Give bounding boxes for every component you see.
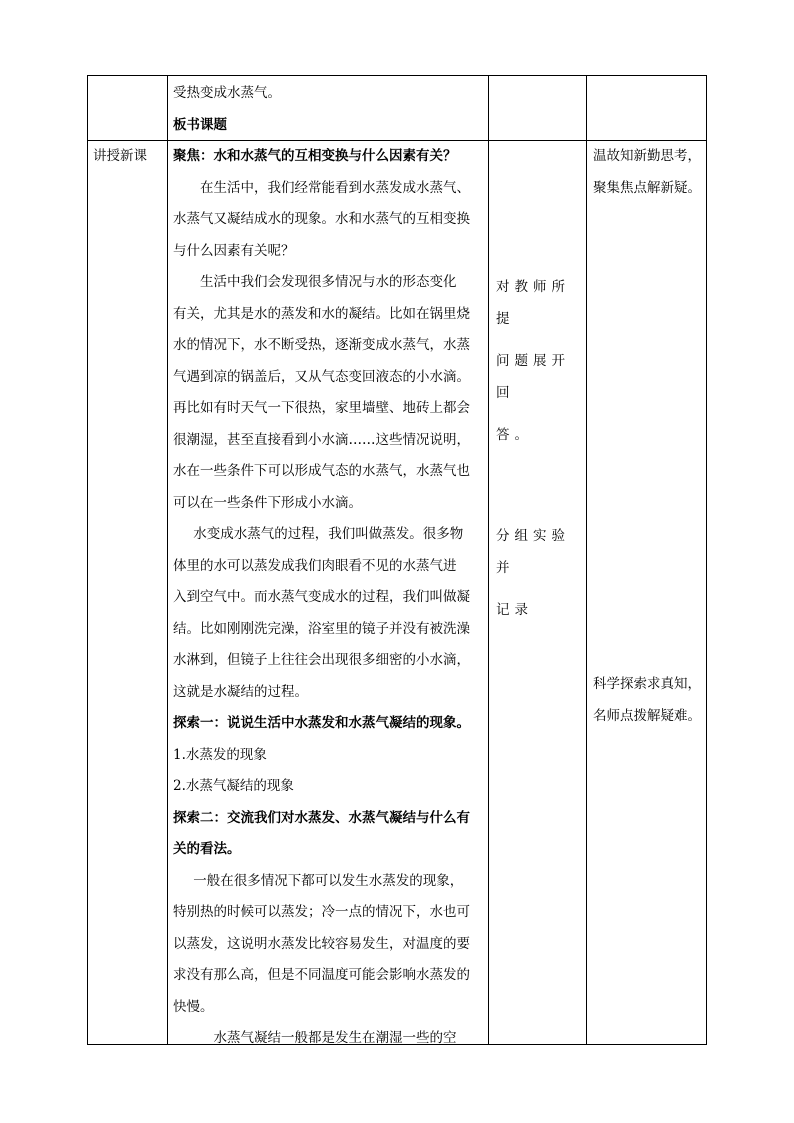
column-divider-3 xyxy=(586,75,587,1045)
table-border-right xyxy=(706,75,707,1045)
intent-line: 聚集焦点解新疑。 xyxy=(593,179,701,196)
intent-line: 科学探索求真知， xyxy=(593,676,701,692)
explore-one-heading: 探索一：说说生活中水蒸发和水蒸气凝结的现象。 xyxy=(173,715,470,731)
para-line: 水在一些条件下可以形成气态的水蒸气，水蒸气也 xyxy=(173,463,470,479)
column-divider-1 xyxy=(167,75,168,1045)
focus-heading: 聚焦：水和水蒸气的互相变换与什么因素有关？ xyxy=(173,148,457,164)
para-line: 气遇到凉的锅盖后，又从气态变回液态的小水滴。 xyxy=(173,368,470,385)
para-line: 以蒸发，这说明水蒸发比较容易发生，对温度的要 xyxy=(173,935,470,952)
lesson-table xyxy=(87,75,707,1045)
design-intent-cell xyxy=(593,141,705,204)
para-line: 在生活中，我们经常能看到水蒸发成水蒸气、 xyxy=(200,179,470,196)
para-line: 水淋到，但镜子上往往会出现很多细密的小水滴， xyxy=(173,652,470,668)
para-line: 快慢。 xyxy=(173,998,214,1015)
para-line: 结。比如刚刚洗完澡，浴室里的镜子并没有被洗澡 xyxy=(173,620,470,637)
row2-content-cell xyxy=(173,141,485,1055)
para-line: 生活中我们会发现很多情况与水的形态变化 xyxy=(200,274,457,290)
para-line: 特别热的时候可以蒸发；冷一点的情况下，水也可 xyxy=(173,904,470,920)
student-line: 对教师所提 xyxy=(496,279,570,327)
table-border-left xyxy=(87,75,88,1045)
row1-content-cell xyxy=(173,78,483,141)
student-line: 答。 xyxy=(496,427,533,443)
design-intent-cell-2 xyxy=(593,669,705,732)
explore-two-heading: 探索二：交流我们对水蒸发、水蒸气凝结与什么有 xyxy=(173,809,470,826)
student-line: 记录 xyxy=(496,602,533,618)
para-line: 与什么因素有关呢？ xyxy=(173,242,295,259)
intent-line: 名师点拨解疑难。 xyxy=(593,707,701,724)
row1-text: 受热变成水蒸气。 xyxy=(173,85,281,101)
para-line: 水的情况下，水不断受热，逐渐变成水蒸气，水蒸 xyxy=(173,337,470,353)
student-activity-cell xyxy=(496,272,584,452)
para-line: 体里的水可以蒸发成我们肉眼看不见的水蒸气进 xyxy=(173,557,457,574)
para-line: 很潮湿，甚至直接看到小水滴……这些情况说明， xyxy=(173,431,470,448)
student-activity-cell-2 xyxy=(496,521,584,627)
row1-board-title: 板书课题 xyxy=(173,116,227,133)
list-item: 2.水蒸气凝结的现象 xyxy=(173,778,294,794)
para-line: 求没有那么高，但是不同温度可能会影响水蒸发的 xyxy=(173,967,470,983)
para-line: 水变成水蒸气的过程，我们叫做蒸发。很多物 xyxy=(193,526,464,542)
list-item: 1.水蒸发的现象 xyxy=(173,746,267,763)
para-line: 这就是水凝结的过程。 xyxy=(173,683,308,700)
para-line: 一般在很多情况下都可以发生水蒸发的现象， xyxy=(193,872,464,889)
student-line: 分组实验并 xyxy=(496,528,570,576)
explore-two-heading-cont: 关的看法。 xyxy=(173,841,241,857)
student-line: 问题展开回 xyxy=(496,353,570,401)
para-line: 再比如有时天气一下很热，家里墙壁、地砖上都会 xyxy=(173,400,470,416)
row2-label: 讲授新课 xyxy=(93,148,147,164)
para-line: 可以在一些条件下形成小水滴。 xyxy=(173,494,362,511)
column-divider-2 xyxy=(488,75,489,1045)
intent-line: 温故知新勤思考， xyxy=(593,148,701,164)
para-line: 入到空气中。而水蒸气变成水的过程，我们叫做凝 xyxy=(173,589,470,605)
para-line: 水蒸气又凝结成水的现象。水和水蒸气的互相变换 xyxy=(173,211,470,227)
para-line: 有关，尤其是水的蒸发和水的凝结。比如在锅里烧 xyxy=(173,305,470,322)
table-border-top xyxy=(87,75,707,76)
para-line: 水蒸气凝结一般都是发生在潮湿一些的空 xyxy=(213,1030,457,1046)
